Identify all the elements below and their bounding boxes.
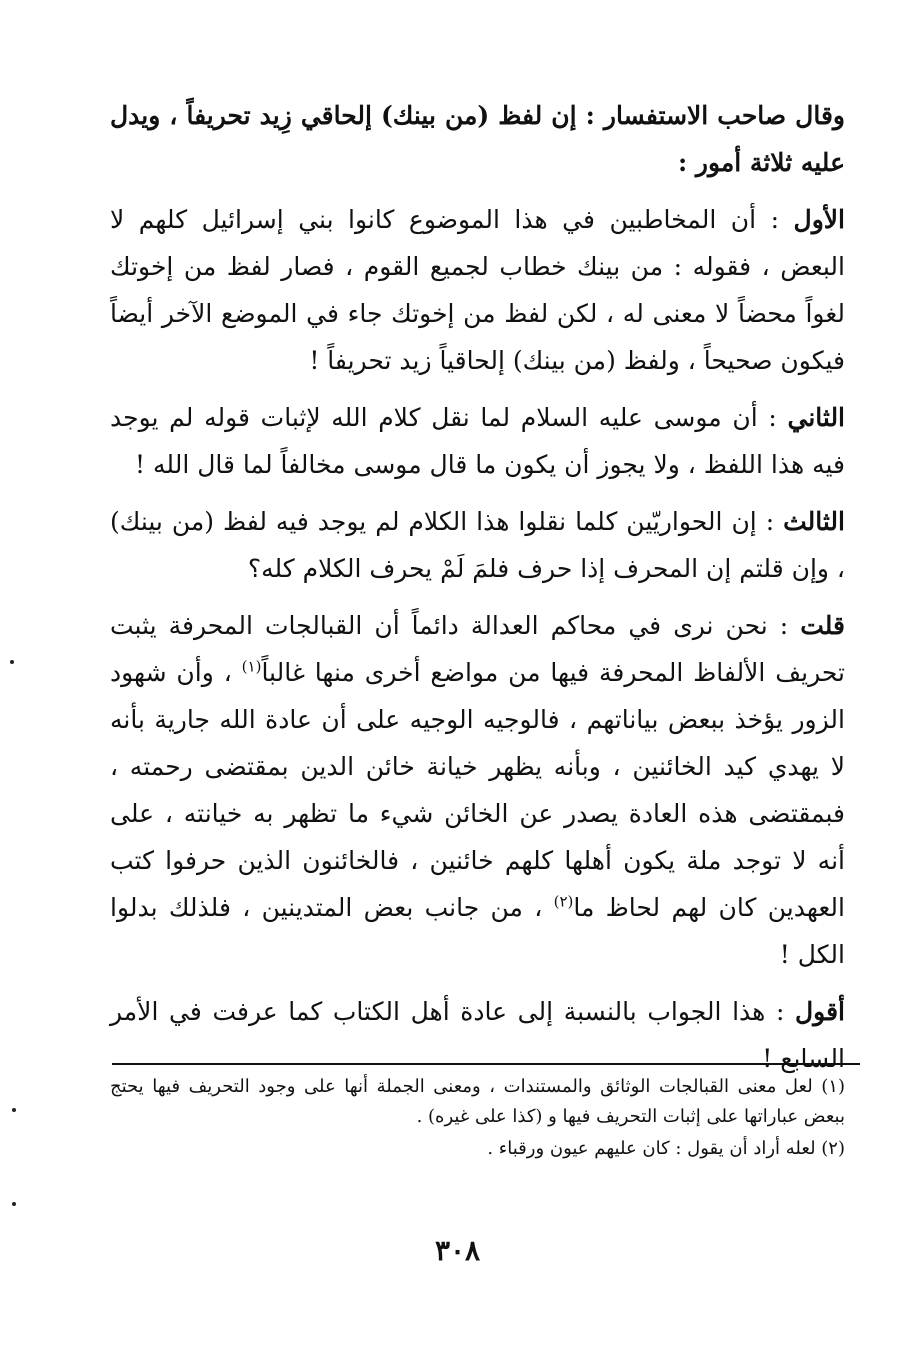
- paragraph-qult: [110, 602, 845, 978]
- paragraph-lead: الثاني: [787, 403, 846, 432]
- scan-speck: [12, 1202, 16, 1206]
- paragraph-body: ، وأن شهود الزور يؤخذ ببعض بياناتهم ، فالوجيه الوجيه على أن عادة الله جارية بأنه لا يهدي كيد الخائنين ، وبأنه يظهر خيانة خائن الدين بمقتضى رحمته ، فبمقتضى هذه العادة يصدر عن الخائن شيء ما تظهر به خيانته ، على أنه لا توجد ملة يكون أهلها كلهم خائنين ، فالخائنون الذين حرفوا كتب العهدين كان لهم لحاظ ما: [110, 658, 845, 922]
- paragraph-intro: [110, 92, 845, 186]
- scan-speck: [12, 1108, 16, 1112]
- paragraph-lead: قلت: [800, 611, 845, 640]
- paragraph-first-point: [110, 196, 845, 384]
- paragraph-body: ، من جانب بعض المتدينين ، فلذلك بدلوا الكل !: [110, 893, 845, 969]
- paragraph-body: : أن موسى عليه السلام لما نقل كلام الله لإثبات قوله لم يوجد فيه هذا اللفظ ، ولا يجوز أن يكون ما قال موسى مخالفاً لما قال الله !: [110, 403, 845, 479]
- footnote: (١) لعل معنى القبالجات الوثائق والمستندات ، ومعنى الجملة أنها على وجود التحريف فيها يحتج ببعض عباراتها على إثبات التحريف فيها و (كذا على غيره) .: [110, 1076, 845, 1127]
- page-number: ٣٠٨: [434, 1234, 481, 1267]
- paragraph-intro-text: وقال صاحب الاستفسار : إن لفظ (من بينك) إلحاقي زِيد تحريفاً ، ويدل عليه ثلاثة أمور :: [110, 101, 845, 177]
- footnotes: [110, 1072, 845, 1166]
- paragraph-lead: الثالث: [783, 507, 845, 536]
- footnote-ref: (١): [241, 657, 262, 676]
- footnote-divider: [112, 1063, 860, 1065]
- paragraph-body: : هذا الجواب بالنسبة إلى عادة أهل الكتاب كما عرفت في الأمر السابع !: [110, 997, 845, 1073]
- paragraph-body: : أن المخاطبين في هذا الموضوع كانوا بني إسرائيل كلهم لا البعض ، فقوله : من بينك خطاب لجميع القوم ، فصار لفظ من إخوتك لغواً محضاً لا معنى له ، لكن لفظ من إخوتك جاء في الموضع الآخر أيضاً فيكون صحيحاً ، ولفظ (من بينك) إلحاقياً زيد تحريفاً !: [110, 205, 845, 375]
- scan-speck: [10, 660, 14, 664]
- paragraph-aqul: [110, 988, 845, 1082]
- paragraph-third-point: [110, 498, 845, 592]
- paragraph-lead: أقول: [795, 997, 845, 1026]
- paragraph-body: : نحن نرى في محاكم العدالة دائماً أن القبالجات المحرفة يثبت تحريف الألفاظ المحرفة فيها من مواضع أخرى منها غالباً: [110, 611, 845, 687]
- paragraph-body: : إن الحواريّين كلما نقلوا هذا الكلام لم يوجد فيه لفظ (من بينك) ، وإن قلتم إن المحرف إذا حرف فلمَ لَمْ يحرف الكلام كله؟: [110, 507, 845, 583]
- paragraph-second-point: [110, 394, 845, 488]
- paragraph-lead: الأول: [793, 205, 845, 234]
- footnote-ref: (٢): [553, 892, 574, 911]
- footnote: (٢) لعله أراد أن يقول : كان عليهم عيون ورقباء .: [487, 1138, 845, 1159]
- main-text: [110, 92, 845, 1092]
